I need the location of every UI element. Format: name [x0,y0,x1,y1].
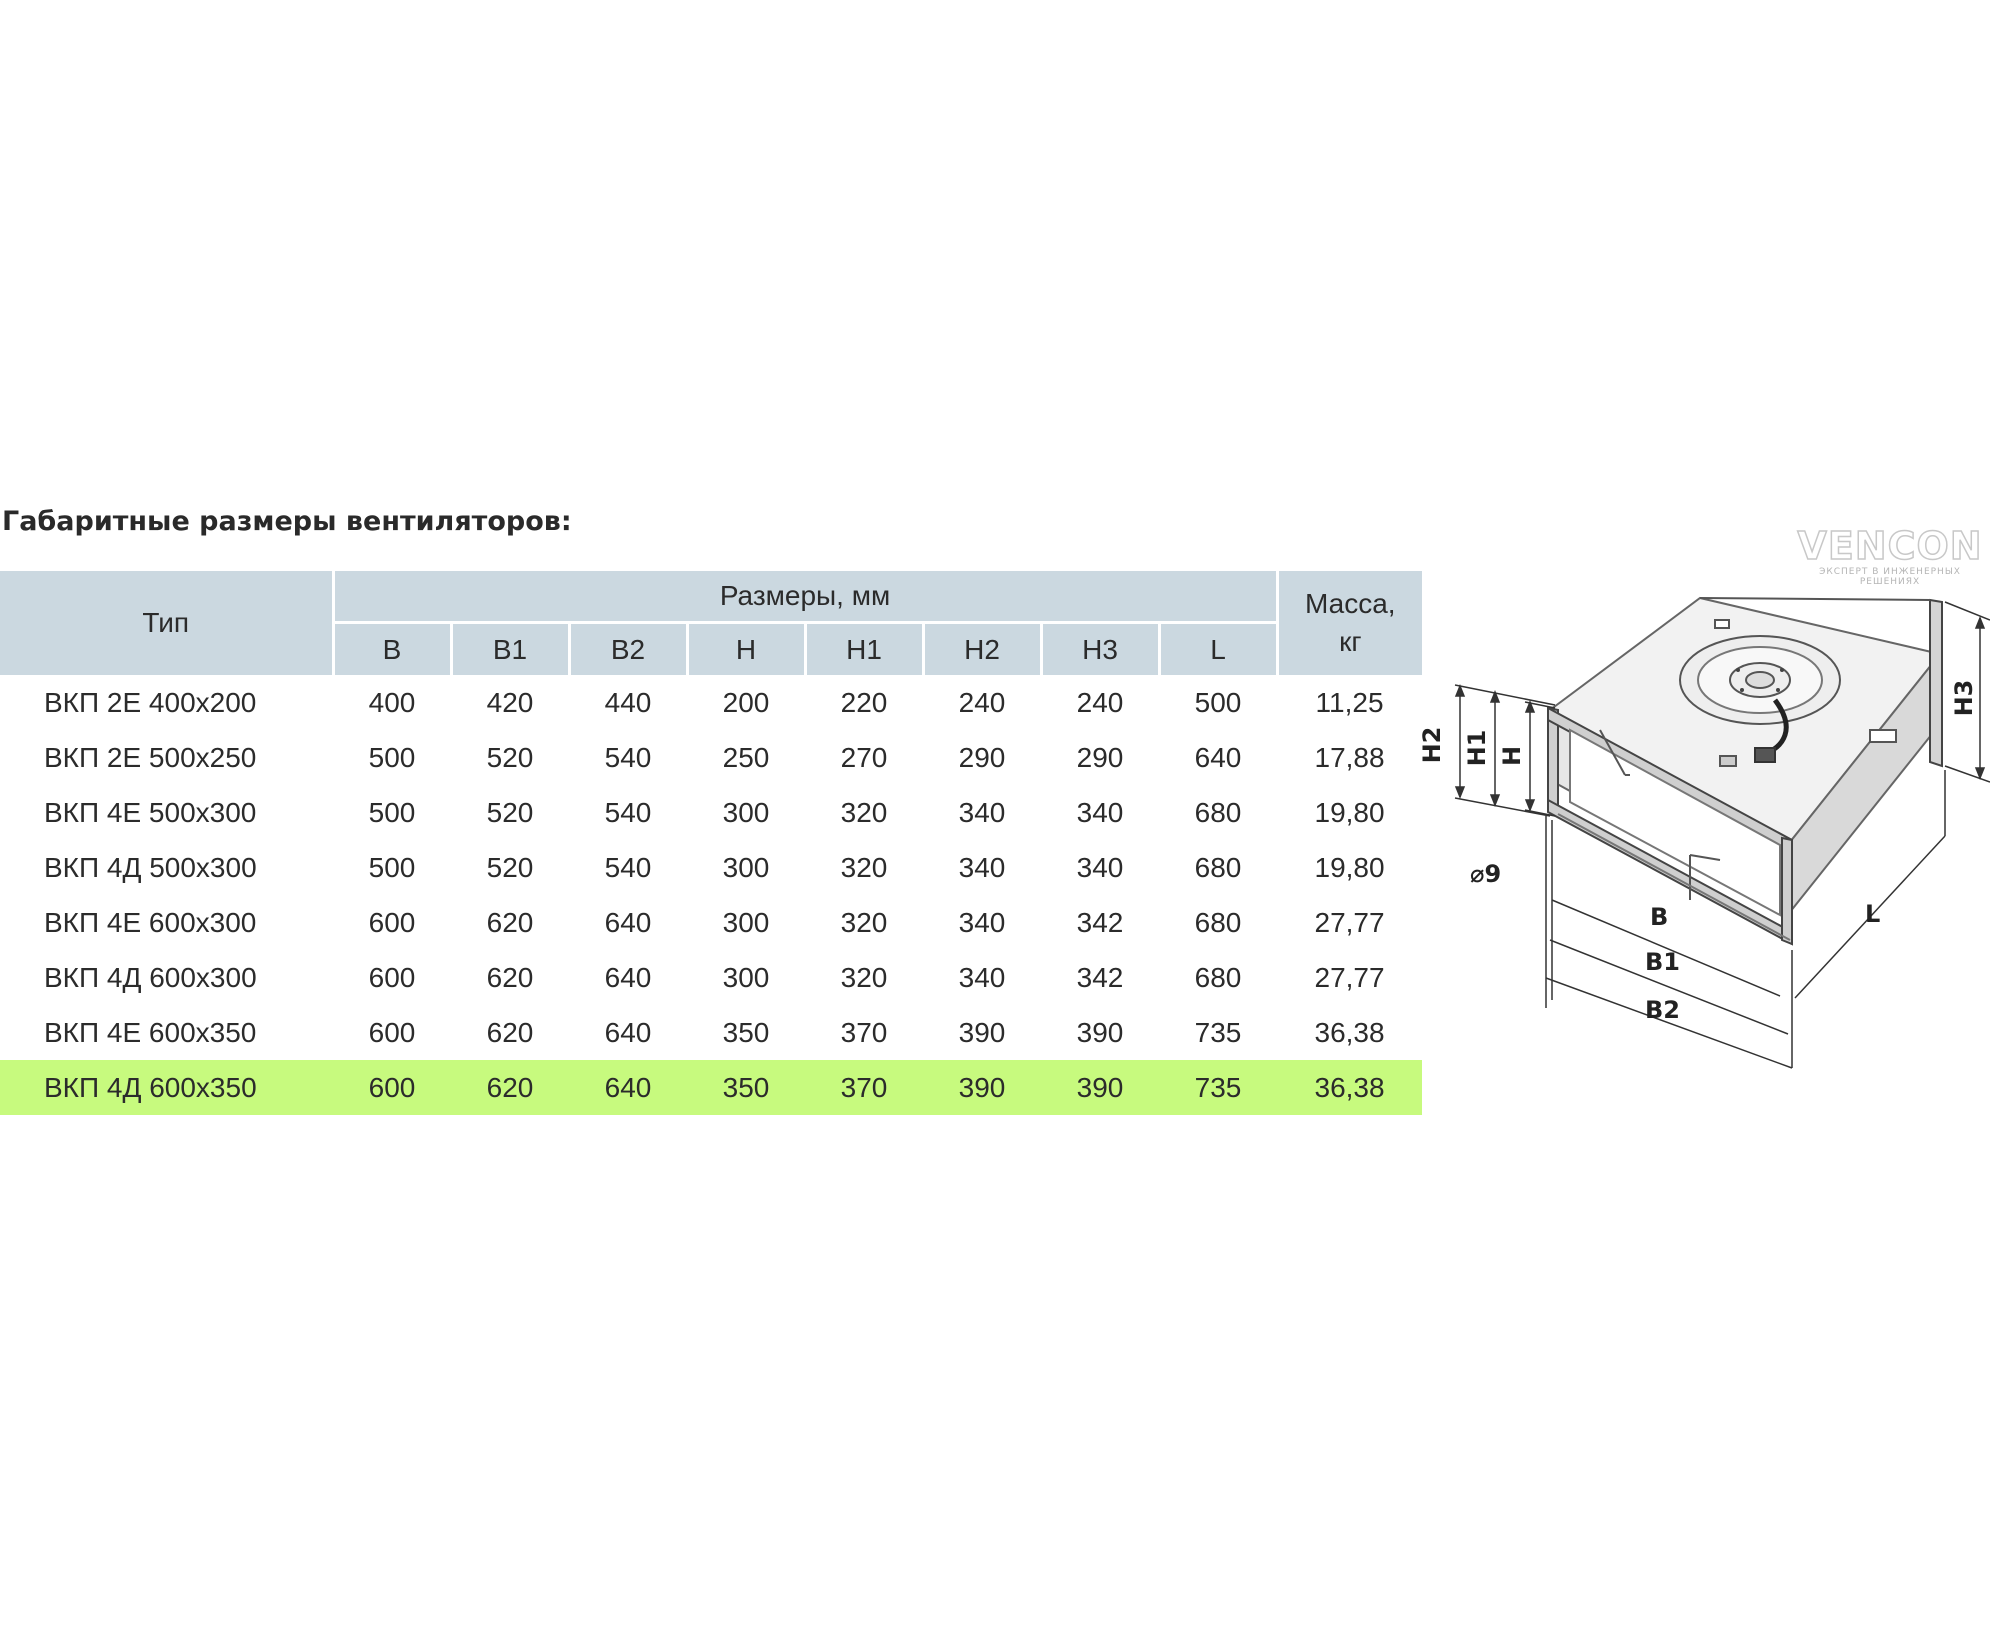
dim-label-b1: B1 [1645,948,1680,976]
type-cell: ВКП 4Д 600х350 [0,1060,333,1115]
value-cell: 300 [722,906,770,938]
value-cell: 620 [486,1016,534,1048]
page-title: Габаритные размеры вентиляторов: [2,506,572,537]
column-header-b1: B1 [451,623,569,676]
value-cell: 420 [486,686,534,718]
value-cell: 735 [1159,1060,1277,1115]
value-cell: 290 [1076,741,1124,773]
dimensions-table [0,568,1422,1115]
value-cell: 340 [958,961,1006,993]
type-cell: ВКП 4Е 500х300 [44,796,257,828]
value-cell: 270 [840,741,888,773]
mass-cell: 11,25 [1315,686,1384,718]
value-cell: 320 [840,851,888,883]
value-cell: 350 [687,1060,805,1115]
column-header-b2: B2 [569,623,687,676]
value-cell: 600 [368,906,416,938]
value-cell: 735 [1194,1016,1242,1048]
value-cell: 680 [1194,906,1242,938]
value-cell: 390 [958,1016,1006,1048]
mass-cell: 36,38 [1314,1016,1385,1048]
value-cell: 540 [604,796,652,828]
value-cell: 540 [604,741,652,773]
value-cell: 620 [451,1060,569,1115]
value-cell: 290 [958,741,1006,773]
value-cell: 220 [840,686,888,718]
mass-cell: 27,77 [1314,961,1385,993]
value-cell: 370 [805,1060,923,1115]
mass-cell: 19,80 [1314,796,1385,828]
value-cell: 320 [840,961,888,993]
value-cell: 620 [486,906,534,938]
value-cell: 350 [722,1016,770,1048]
value-cell: 640 [1194,741,1242,773]
dim-label-hole-diameter: ⌀9 [1470,860,1502,888]
value-cell: 300 [722,796,770,828]
column-header-h2: H2 [923,623,1041,676]
value-cell: 440 [604,686,652,718]
value-cell: 320 [840,796,888,828]
type-cell: ВКП 4Д 500х300 [44,851,257,883]
dim-label-h2: H2 [1418,726,1446,764]
value-cell: 200 [722,686,770,718]
value-cell: 500 [368,796,416,828]
dim-label-h1: H1 [1463,729,1491,767]
table-row [0,1005,1422,1060]
value-cell: 320 [840,906,888,938]
value-cell: 620 [486,961,534,993]
value-cell: 400 [368,686,416,718]
value-cell: 680 [1194,796,1242,828]
value-cell: 640 [569,1060,687,1115]
column-header-l: L [1159,623,1277,676]
dimensions-group-header: Размеры, мм [333,570,1277,623]
value-cell: 390 [1076,1016,1124,1048]
value-cell: 640 [604,906,652,938]
value-cell: 300 [722,961,770,993]
value-cell: 640 [604,1016,652,1048]
table-row [0,675,1422,730]
value-cell: 520 [486,741,534,773]
column-header-b: B [333,623,451,676]
value-cell: 250 [722,741,770,773]
type-cell: ВКП 4Е 600х300 [44,906,257,938]
mass-cell: 17,88 [1314,741,1385,773]
fan-dimension-drawing [1400,520,1990,1080]
type-header: Тип [0,570,333,676]
dim-label-h: H [1498,745,1526,767]
mass-cell: 36,38 [1277,1060,1422,1115]
value-cell: 240 [1076,686,1124,718]
table-row [0,785,1422,840]
value-cell: 600 [368,961,416,993]
mass-cell: 27,77 [1314,906,1385,938]
value-cell: 500 [368,741,416,773]
column-header-h: H [687,623,805,676]
mass-header-line1: Масса, [1305,588,1396,619]
value-cell: 390 [923,1060,1041,1115]
value-cell: 340 [1076,851,1124,883]
value-cell: 520 [486,851,534,883]
dim-label-b2: B2 [1645,996,1680,1024]
type-cell: ВКП 4Д 600х300 [44,961,257,993]
dim-label-l: L [1865,900,1881,928]
mass-header-line2: кг [1339,626,1362,657]
table-row [0,840,1422,895]
value-cell: 640 [604,961,652,993]
value-cell: 340 [958,796,1006,828]
logo-tagline: ЭКСПЕРТ В ИНЖЕНЕРНЫХ РЕШЕНИЯХ [1819,567,1961,587]
dim-label-b: B [1650,903,1669,931]
type-cell: ВКП 2Е 500х250 [44,741,257,773]
value-cell: 340 [1076,796,1124,828]
value-cell: 340 [958,906,1006,938]
type-cell: ВКП 4Е 600х350 [44,1016,257,1048]
table-row [0,730,1422,785]
logo-text: VENCON [1797,524,1983,568]
value-cell: 370 [840,1016,888,1048]
dim-label-h3: H3 [1950,679,1978,717]
column-header-h1: H1 [805,623,923,676]
value-cell: 500 [1194,686,1242,718]
value-cell: 342 [1076,961,1124,993]
value-cell: 540 [604,851,652,883]
value-cell: 680 [1194,961,1242,993]
value-cell: 390 [1041,1060,1159,1115]
value-cell: 600 [368,1016,416,1048]
column-header-h3: H3 [1041,623,1159,676]
value-cell: 240 [958,686,1006,718]
table-row-highlighted [0,1060,1422,1115]
value-cell: 600 [333,1060,451,1115]
value-cell: 500 [368,851,416,883]
value-cell: 342 [1076,906,1124,938]
value-cell: 520 [486,796,534,828]
table-row [0,950,1422,1005]
value-cell: 300 [722,851,770,883]
value-cell: 340 [958,851,1006,883]
value-cell: 680 [1194,851,1242,883]
table-row [0,895,1422,950]
mass-cell: 19,80 [1314,851,1385,883]
type-cell: ВКП 2Е 400х200 [44,686,257,718]
